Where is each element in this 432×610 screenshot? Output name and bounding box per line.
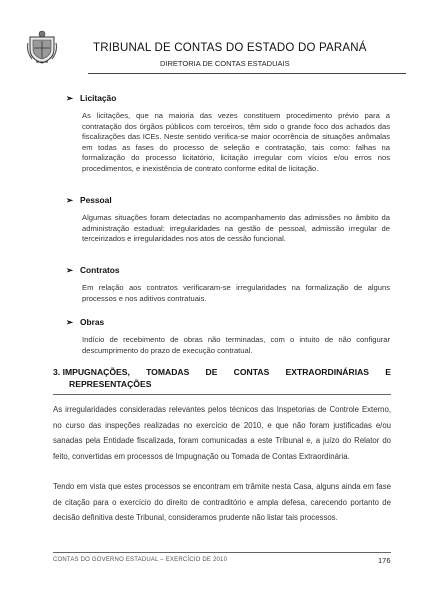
bullet-heading-licitacao: ➢ Licitação (66, 93, 117, 103)
section-heading-word: CONTAS (233, 367, 270, 377)
page-number: 176 (378, 556, 391, 565)
bullet-text-obras: Indício de recebimento de obras não terminadas, com o intuito de não configurar descumprimento do prazo de execução contratual. (82, 335, 390, 355)
footer-divider (53, 552, 391, 553)
bullet-text-licitacao: As licitações, que na maioria das vezes constituem procedimento prévio para a contratação dos órgãos públicos com terceiros, têm sido o grande foco dos achados das fiscalizações das ICEs. Neste sentido verifica-se maior ocorrência de situações anômalas em todas as fases do processo de seleção e contratação, tais como: falhas na formalização do processo licitatório, licitação irregular com vícios e/ou erros nos procedimentos, e inexistência de contrato conforme edital de licitação. (82, 111, 390, 173)
bullet-text-contratos: Em relação aos contratos verificaram-se irregularidades na formalização de alguns processos e nos aditivos contratuais. (82, 283, 390, 303)
section-paragraph: Tendo em vista que estes processos se encontram em trâmite nesta Casa, alguns ainda em fase de citação para o exercício do direito de contraditório e ampla defesa, carecendo portanto de decisão definitiva deste Tribunal, consideramos prudente não listar tais processos. (53, 482, 391, 522)
section-paragraph: As irregularidades consideradas relevantes pelos técnicos das Inspetorias de Controle Externo, no curso das inspeções realizadas no exercício de 2010, e que não foram justificadas e/ou sanadas pela Entidade fiscalizada, foram comunicadas a este Tribunal e, a juízo do Relator do feito, convertidas em processos de Impugnação ou Tomada de Contas Extraordinária. (53, 405, 391, 461)
section-number: 3. (53, 367, 61, 377)
arrow-bullet-icon: ➢ (66, 195, 74, 205)
section-heading-word: DE (205, 367, 218, 377)
arrow-bullet-icon: ➢ (66, 93, 74, 103)
bullet-text-pessoal: Algumas situações foram detectadas no acompanhamento das admissões no âmbito da administração estadual: irregularidades na gestão de pessoal, admissão irregular de terceirizados e irregularidades nos atos de cessão funcional. (82, 213, 390, 244)
bullet-heading-obras: ➢ Obras (66, 317, 105, 327)
header-title: TRIBUNAL DE CONTAS DO ESTADO DO PARANÁ (93, 42, 367, 54)
coat-of-arms-icon (26, 29, 58, 65)
header-subtitle: DIRETORIA DE CONTAS ESTADUAIS (160, 59, 290, 68)
bullet-heading-pessoal: ➢ Pessoal (66, 195, 112, 205)
section-heading-word: EXTRAORDINÁRIAS (285, 367, 370, 377)
bullet-heading-contratos: ➢ Contratos (66, 265, 120, 275)
section-heading-word: E (385, 367, 391, 377)
section-heading-line2: REPRESENTAÇÕES (69, 379, 152, 389)
arrow-bullet-icon: ➢ (66, 317, 74, 327)
arrow-bullet-icon: ➢ (66, 265, 74, 275)
section-heading-word: TOMADAS (146, 367, 190, 377)
footer-text: CONTAS DO GOVERNO ESTADUAL – EXERCÍCIO DE 2010 (53, 557, 228, 563)
section-heading-word: IMPUGNAÇÕES, (62, 367, 130, 377)
section-heading (53, 366, 391, 390)
section-divider (53, 394, 391, 395)
header-divider (88, 73, 406, 74)
